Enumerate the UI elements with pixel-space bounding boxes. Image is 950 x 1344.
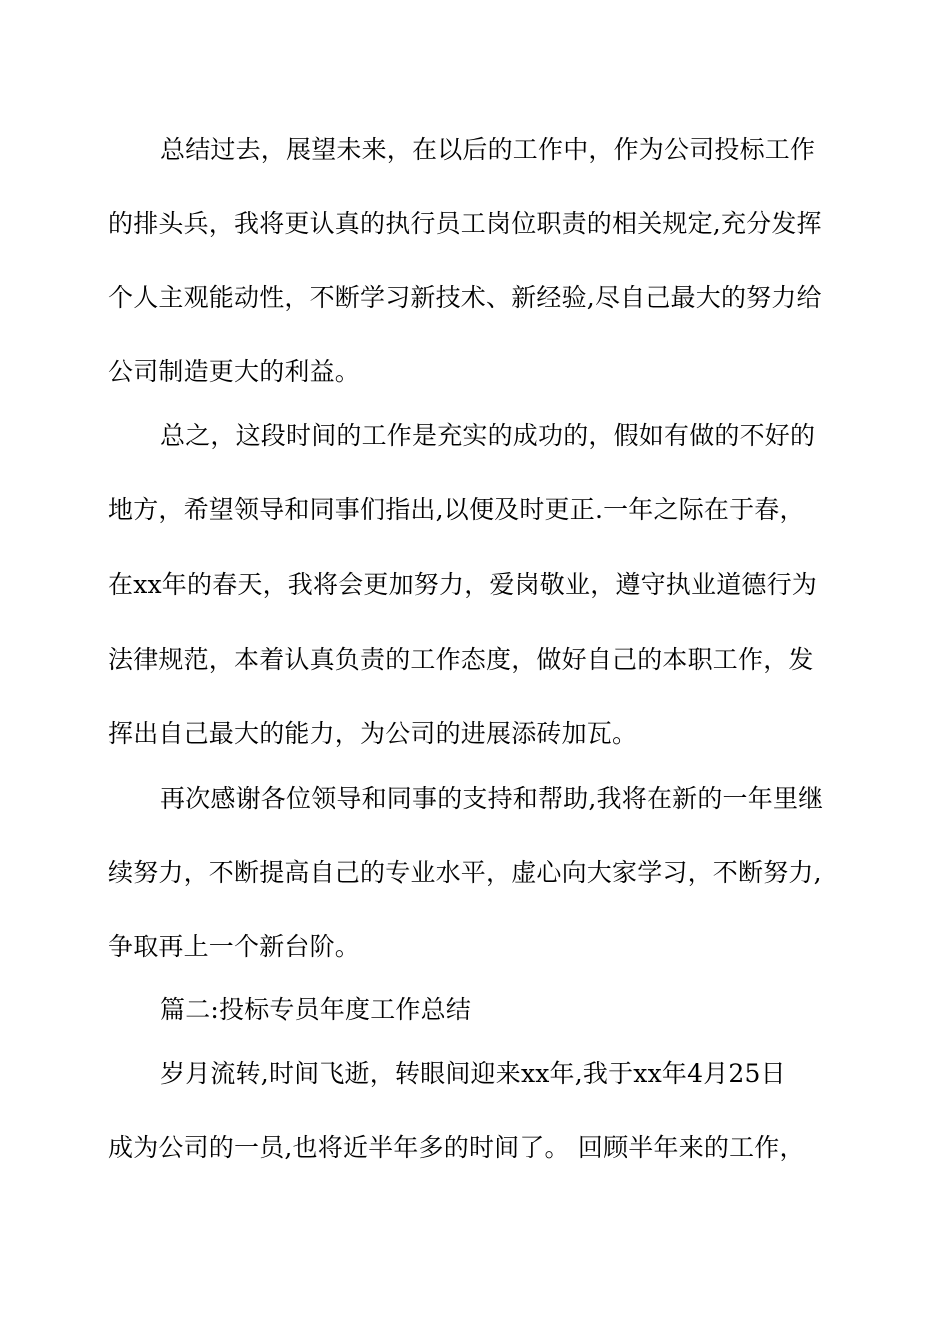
paragraph-2-line-3: 在xx年的春天，我将会更加努力，爱岗敬业，遵守执业道德行为 (108, 570, 818, 599)
paragraph-3-line-2: 续努力，不断提高自己的专业水平，虚心向大家学习，不断努力, (108, 858, 822, 887)
paragraph-1-line-4: 公司制造更大的利益。 (108, 357, 361, 386)
paragraph-1-line-2: 的排头兵，我将更认真的执行员工岗位职责的相关规定,充分发挥 (108, 209, 822, 238)
paragraph-1-line-3: 个人主观能动性，不断学习新技术、新经验,尽自己最大的努力给 (108, 283, 822, 312)
paragraph-3-line-1: 再次感谢各位领导和同事的支持和帮助,我将在新的一年里继 (160, 784, 824, 813)
paragraph-4-line-1: 岁月流转,时间飞逝，转眼间迎来xx年,我于xx年4月25日 (160, 1059, 786, 1088)
paragraph-4-line-2: 成为公司的一员,也将近半年多的时间了。 回顾半年来的工作， (108, 1133, 805, 1162)
paragraph-2-line-1: 总之，这段时间的工作是充实的成功的，假如有做的不好的 (160, 421, 816, 450)
paragraph-3-line-3: 争取再上一个新台阶。 (108, 932, 361, 961)
paragraph-2-line-2: 地方，希望领导和同事们指出,以便及时更正.一年之际在于春， (108, 495, 805, 524)
section-heading: 篇二:投标专员年度工作总结 (160, 995, 472, 1024)
paragraph-1-line-1: 总结过去，展望未来，在以后的工作中，作为公司投标工作 (160, 135, 816, 164)
paragraph-2-line-4: 法律规范，本着认真负责的工作态度，做好自己的本职工作，发 (108, 645, 814, 674)
paragraph-2-line-5: 挥出自己最大的能力，为公司的进展添砖加瓦。 (108, 719, 638, 748)
